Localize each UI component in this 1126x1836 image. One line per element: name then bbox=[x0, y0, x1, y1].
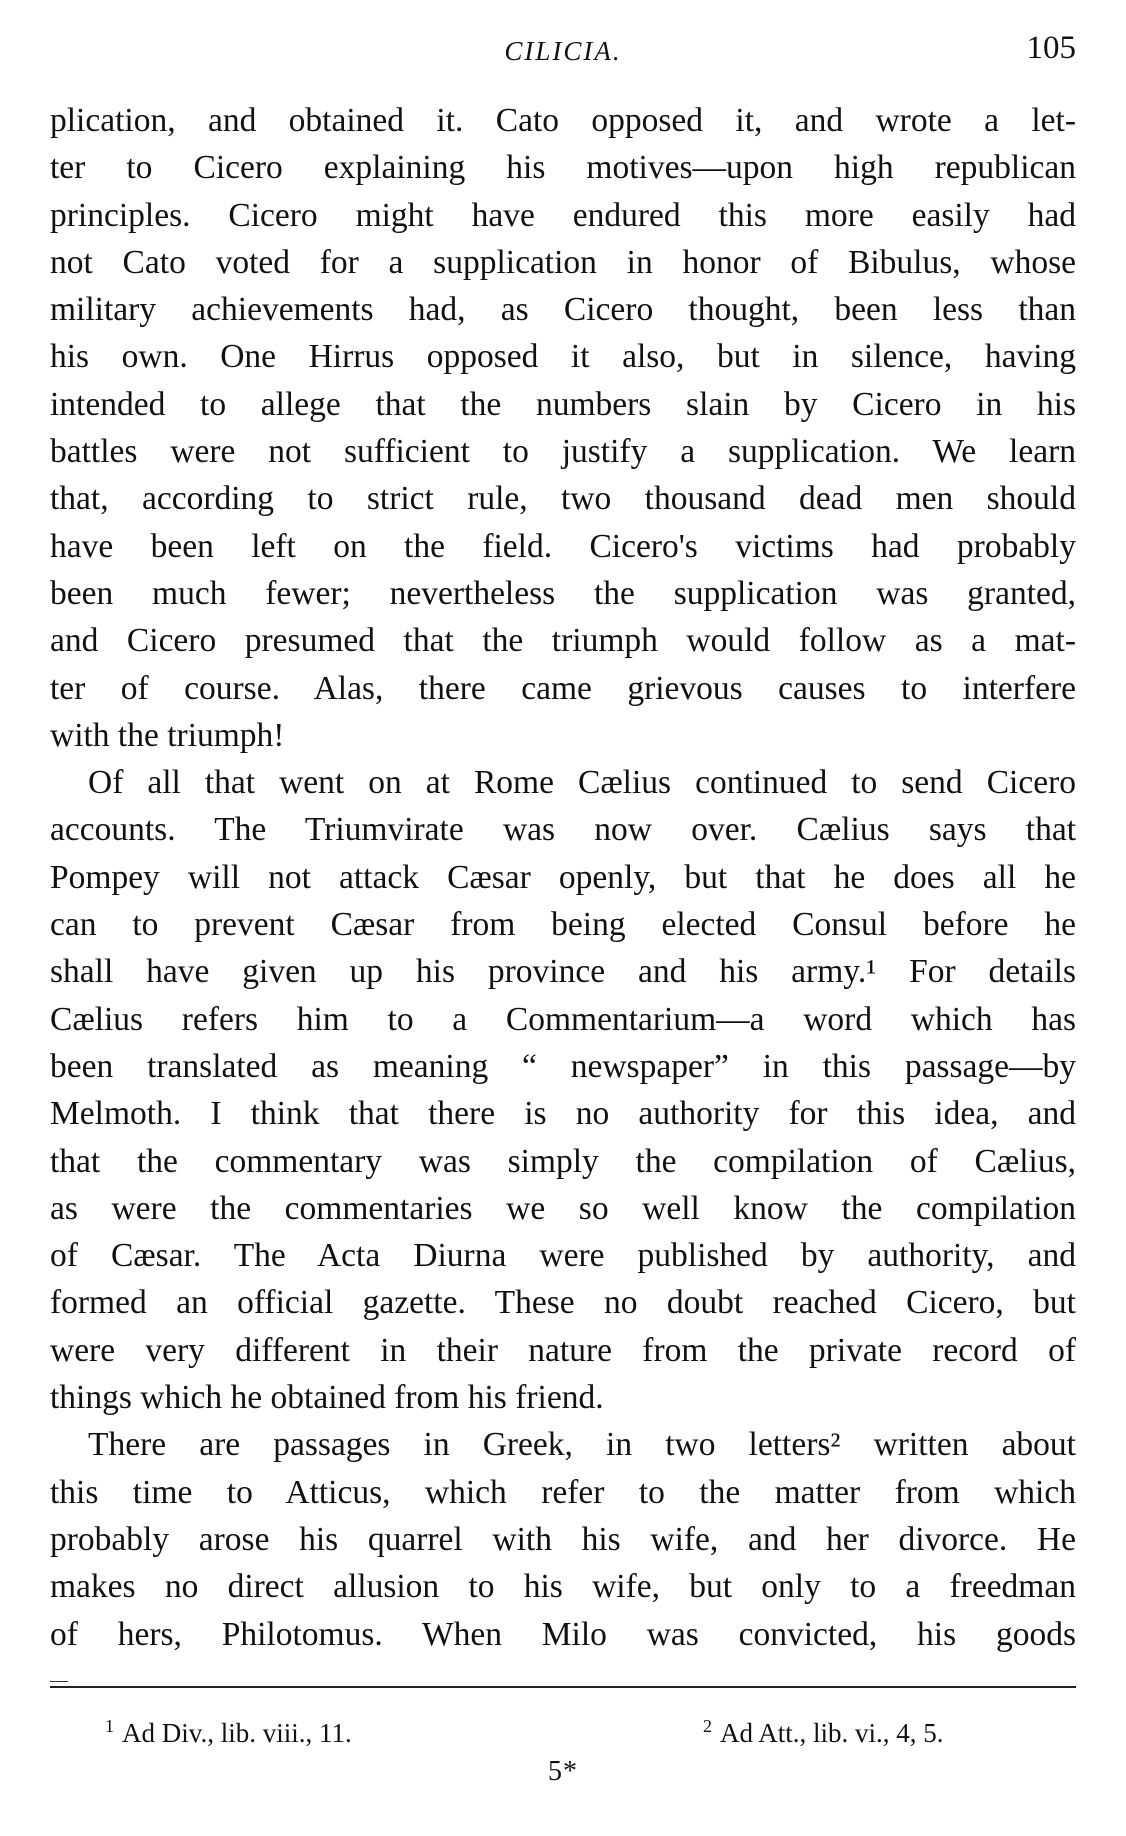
footnote-rule-tick bbox=[50, 1681, 68, 1682]
text-line: were very different in their nature from the private record of bbox=[50, 1331, 1076, 1369]
text-line: have been left on the field. Cicero's victims had probably bbox=[50, 527, 1076, 565]
footnote-2 bbox=[703, 1716, 944, 1749]
paragraph-end-line: with the triumph! bbox=[50, 716, 285, 754]
running-title: CILICIA. bbox=[504, 36, 622, 66]
text-line: formed an official gazette. These no doubt reached Cicero, but bbox=[50, 1284, 1076, 1322]
running-head bbox=[0, 30, 1126, 74]
text-line: probably arose his quarrel with his wife, and her divorce. He bbox=[50, 1520, 1076, 1558]
text-line: principles. Cicero might have endured this more easily had bbox=[50, 196, 1076, 234]
text-line: been much fewer; nevertheless the supplication was granted, bbox=[50, 574, 1076, 612]
text-line: of hers, Philotomus. When Milo was convicted, his goods bbox=[50, 1615, 1076, 1653]
paragraph-start-line: There are passages in Greek, in two letters² written about bbox=[88, 1426, 1076, 1464]
footnote-mark: 1 bbox=[105, 1716, 114, 1736]
text-line: this time to Atticus, which refer to the matter from which bbox=[50, 1473, 1076, 1511]
signature-mark: 5* bbox=[548, 1756, 578, 1787]
text-line: that the commentary was simply the compilation of Cælius, bbox=[50, 1142, 1076, 1180]
text-line: makes no direct allusion to his wife, but only to a freedman bbox=[50, 1568, 1076, 1606]
text-line: can to prevent Cæsar from being elected Consul before he bbox=[50, 906, 1076, 944]
text-line: as were the commentaries we so well know the compilation bbox=[50, 1189, 1076, 1227]
text-line: accounts. The Triumvirate was now over. Cælius says that bbox=[50, 811, 1076, 849]
page-number: 105 bbox=[1026, 30, 1076, 66]
text-line: been translated as meaning “ newspaper” in this passage—by bbox=[50, 1047, 1076, 1085]
body-text bbox=[50, 97, 1076, 1658]
text-line: of Cæsar. The Acta Diurna were published by authority, and bbox=[50, 1237, 1076, 1275]
text-line: Melmoth. I think that there is no authority for this idea, and bbox=[50, 1095, 1076, 1133]
text-line: plication, and obtained it. Cato opposed it, and wrote a let- bbox=[50, 102, 1076, 139]
paragraph-start-line: Of all that went on at Rome Cælius continued to send Cicero bbox=[88, 764, 1076, 802]
text-line: Pompey will not attack Cæsar openly, but that he does all he bbox=[50, 858, 1076, 896]
text-line: intended to allege that the numbers slain by Cicero in his bbox=[50, 385, 1076, 423]
text-line: shall have given up his province and his army.¹ For details bbox=[50, 953, 1076, 991]
text-line: battles were not sufficient to justify a supplication. We learn bbox=[50, 433, 1076, 471]
text-line: not Cato voted for a supplication in honor of Bibulus, whose bbox=[50, 243, 1076, 281]
footnote-text: Ad Att., lib. vi., 4, 5. bbox=[720, 1718, 944, 1748]
text-line: Cælius refers him to a Commentarium—a word which has bbox=[50, 1000, 1076, 1038]
footnote-mark: 2 bbox=[703, 1716, 712, 1736]
footnote-text: Ad Div., lib. viii., 11. bbox=[122, 1718, 352, 1748]
text-line: ter of course. Alas, there came grievous causes to interfere bbox=[50, 669, 1076, 707]
footnote-rule bbox=[50, 1686, 1076, 1688]
text-line: ter to Cicero explaining his motives—upon high republican bbox=[50, 149, 1076, 187]
text-line: military achievements had, as Cicero thought, been less than bbox=[50, 291, 1076, 329]
text-line: his own. One Hirrus opposed it also, but in silence, having bbox=[50, 338, 1076, 376]
text-line: and Cicero presumed that the triumph would follow as a mat- bbox=[50, 622, 1076, 660]
text-line: that, according to strict rule, two thousand dead men should bbox=[50, 480, 1076, 518]
paragraph-end-line: things which he obtained from his friend. bbox=[50, 1379, 604, 1417]
footnote-1 bbox=[105, 1716, 352, 1749]
